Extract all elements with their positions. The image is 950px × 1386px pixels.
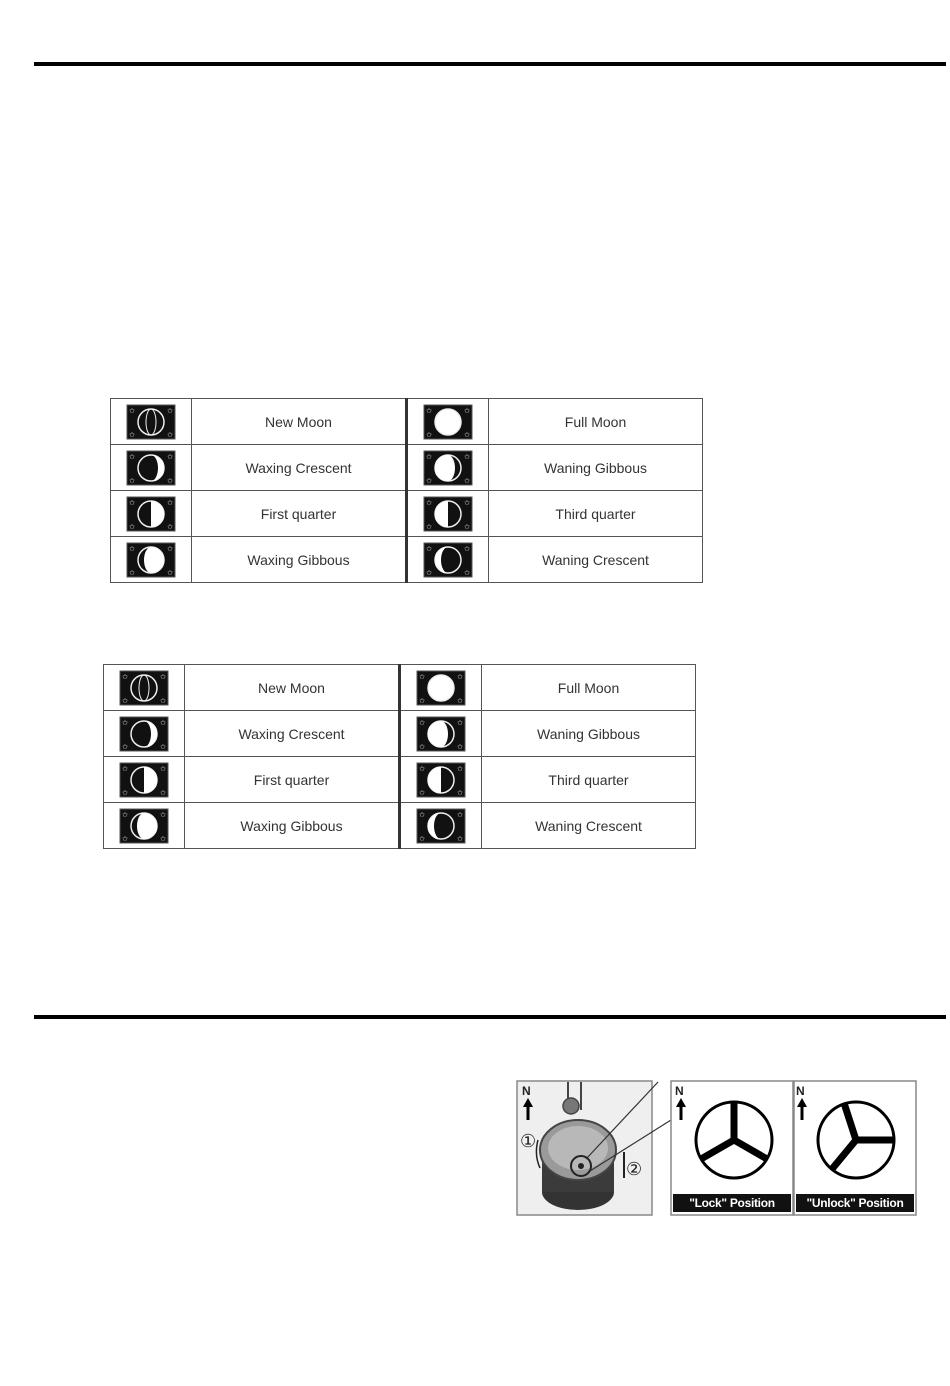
moon-phase-label: Waxing Gibbous [185, 803, 400, 849]
new-moon-icon [126, 404, 176, 440]
svg-text:✩: ✩ [160, 835, 166, 843]
svg-text:✩: ✩ [457, 719, 463, 727]
unlock-position-caption: "Unlock" Position [796, 1194, 914, 1212]
first-quarter-icon [119, 762, 169, 798]
svg-text:✩: ✩ [419, 673, 425, 681]
moon-phase-row [104, 711, 696, 757]
svg-text:✩: ✩ [419, 743, 425, 751]
svg-text:✩: ✩ [129, 569, 135, 577]
svg-text:✩: ✩ [167, 407, 173, 415]
top-divider [34, 62, 946, 66]
svg-text:✩: ✩ [160, 811, 166, 819]
moon-phase-label: Waxing Crescent [192, 445, 407, 491]
moon-phase-table-2 [103, 664, 696, 849]
north-label-unlock: N [796, 1084, 805, 1098]
step-2-marker: ② [626, 1159, 643, 1179]
moon-phase-label: Full Moon [482, 665, 696, 711]
svg-text:✩: ✩ [419, 719, 425, 727]
moon-phase-icon-cell [407, 399, 489, 445]
moon-phase-row [104, 665, 696, 711]
moon-phase-icon-cell [111, 399, 192, 445]
svg-text:✩: ✩ [426, 407, 432, 415]
svg-text:✩: ✩ [122, 673, 128, 681]
svg-text:✩: ✩ [122, 697, 128, 705]
moon-phase-label: First quarter [192, 491, 407, 537]
svg-text:✩: ✩ [457, 835, 463, 843]
moon-phase-label: New Moon [192, 399, 407, 445]
section-divider [34, 1015, 946, 1019]
svg-text:✩: ✩ [464, 453, 470, 461]
moon-phase-table-1 [110, 398, 703, 583]
moon-phase-label: Third quarter [489, 491, 703, 537]
waxing-gibbous-icon [126, 542, 176, 578]
moon-phase-label: Third quarter [482, 757, 696, 803]
moon-phase-label: Waning Gibbous [482, 711, 696, 757]
svg-text:✩: ✩ [464, 569, 470, 577]
svg-text:✩: ✩ [426, 431, 432, 439]
moon-phase-icon-cell [400, 803, 482, 849]
moon-phase-icon-cell [407, 491, 489, 537]
svg-text:✩: ✩ [122, 765, 128, 773]
svg-text:✩: ✩ [464, 545, 470, 553]
svg-text:✩: ✩ [129, 523, 135, 531]
moon-phase-label: Full Moon [489, 399, 703, 445]
svg-text:✩: ✩ [426, 545, 432, 553]
svg-text:✩: ✩ [464, 499, 470, 507]
svg-text:✩: ✩ [426, 523, 432, 531]
svg-text:✩: ✩ [464, 431, 470, 439]
svg-text:✩: ✩ [457, 697, 463, 705]
svg-text:✩: ✩ [129, 407, 135, 415]
lock-position-caption: "Lock" Position [673, 1194, 791, 1212]
moon-phase-icon-cell [111, 445, 192, 491]
svg-text:✩: ✩ [426, 453, 432, 461]
moon-phase-icon-cell [111, 537, 192, 583]
svg-text:✩: ✩ [419, 835, 425, 843]
svg-text:✩: ✩ [160, 743, 166, 751]
north-label-lock: N [675, 1084, 684, 1098]
moon-phase-label: Waxing Gibbous [192, 537, 407, 583]
svg-text:✩: ✩ [419, 811, 425, 819]
svg-text:✩: ✩ [129, 477, 135, 485]
svg-text:✩: ✩ [426, 499, 432, 507]
svg-text:✩: ✩ [129, 499, 135, 507]
step-1-marker: ① [520, 1131, 537, 1151]
svg-text:✩: ✩ [457, 673, 463, 681]
svg-text:✩: ✩ [122, 811, 128, 819]
moon-phase-icon-cell [407, 445, 489, 491]
moon-phase-icon-cell [111, 491, 192, 537]
third-quarter-icon [416, 762, 466, 798]
moon-phase-row [111, 491, 703, 537]
waning-gibbous-icon [423, 450, 473, 486]
svg-text:✩: ✩ [457, 789, 463, 797]
moon-phase-icon-cell [400, 757, 482, 803]
full-moon-icon [416, 670, 466, 706]
svg-text:✩: ✩ [167, 431, 173, 439]
svg-text:✩: ✩ [419, 789, 425, 797]
svg-text:✩: ✩ [122, 719, 128, 727]
svg-text:✩: ✩ [464, 477, 470, 485]
lock-position-figure [516, 1080, 918, 1220]
moon-phase-label: New Moon [185, 665, 400, 711]
svg-text:✩: ✩ [160, 673, 166, 681]
svg-text:✩: ✩ [464, 523, 470, 531]
waning-crescent-icon [423, 542, 473, 578]
moon-phase-row [104, 757, 696, 803]
moon-phase-label: Waxing Crescent [185, 711, 400, 757]
waning-gibbous-icon [416, 716, 466, 752]
first-quarter-icon [126, 496, 176, 532]
moon-phase-label: First quarter [185, 757, 400, 803]
moon-phase-icon-cell [407, 537, 489, 583]
svg-text:✩: ✩ [122, 789, 128, 797]
moon-phase-label: Waning Crescent [489, 537, 703, 583]
svg-text:✩: ✩ [167, 453, 173, 461]
svg-text:✩: ✩ [167, 477, 173, 485]
moon-phase-row [104, 803, 696, 849]
svg-text:✩: ✩ [129, 545, 135, 553]
svg-text:✩: ✩ [457, 811, 463, 819]
moon-phase-icon-cell [104, 803, 185, 849]
svg-text:✩: ✩ [160, 697, 166, 705]
svg-text:✩: ✩ [122, 835, 128, 843]
moon-phase-icon-cell [104, 665, 185, 711]
svg-text:✩: ✩ [129, 431, 135, 439]
moon-phase-label: Waning Crescent [482, 803, 696, 849]
svg-text:✩: ✩ [129, 453, 135, 461]
moon-phase-label: Waning Gibbous [489, 445, 703, 491]
north-label: N [522, 1084, 531, 1098]
svg-text:✩: ✩ [464, 407, 470, 415]
svg-text:✩: ✩ [122, 743, 128, 751]
svg-text:✩: ✩ [167, 545, 173, 553]
moon-phase-icon-cell [400, 665, 482, 711]
moon-phase-row [111, 537, 703, 583]
waxing-crescent-icon [126, 450, 176, 486]
moon-phase-row [111, 445, 703, 491]
moon-phase-icon-cell [104, 711, 185, 757]
svg-text:✩: ✩ [426, 477, 432, 485]
svg-text:✩: ✩ [160, 789, 166, 797]
third-quarter-icon [423, 496, 473, 532]
svg-text:✩: ✩ [457, 743, 463, 751]
svg-text:✩: ✩ [457, 765, 463, 773]
svg-text:✩: ✩ [167, 499, 173, 507]
svg-text:✩: ✩ [160, 719, 166, 727]
moon-phase-row [111, 399, 703, 445]
svg-text:✩: ✩ [167, 523, 173, 531]
svg-text:✩: ✩ [426, 569, 432, 577]
svg-text:✩: ✩ [419, 697, 425, 705]
moon-phase-icon-cell [400, 711, 482, 757]
svg-text:✩: ✩ [167, 569, 173, 577]
waxing-gibbous-icon [119, 808, 169, 844]
moon-phase-icon-cell [104, 757, 185, 803]
svg-text:✩: ✩ [419, 765, 425, 773]
new-moon-icon [119, 670, 169, 706]
full-moon-icon [423, 404, 473, 440]
waning-crescent-icon [416, 808, 466, 844]
svg-text:✩: ✩ [160, 765, 166, 773]
waxing-crescent-icon [119, 716, 169, 752]
